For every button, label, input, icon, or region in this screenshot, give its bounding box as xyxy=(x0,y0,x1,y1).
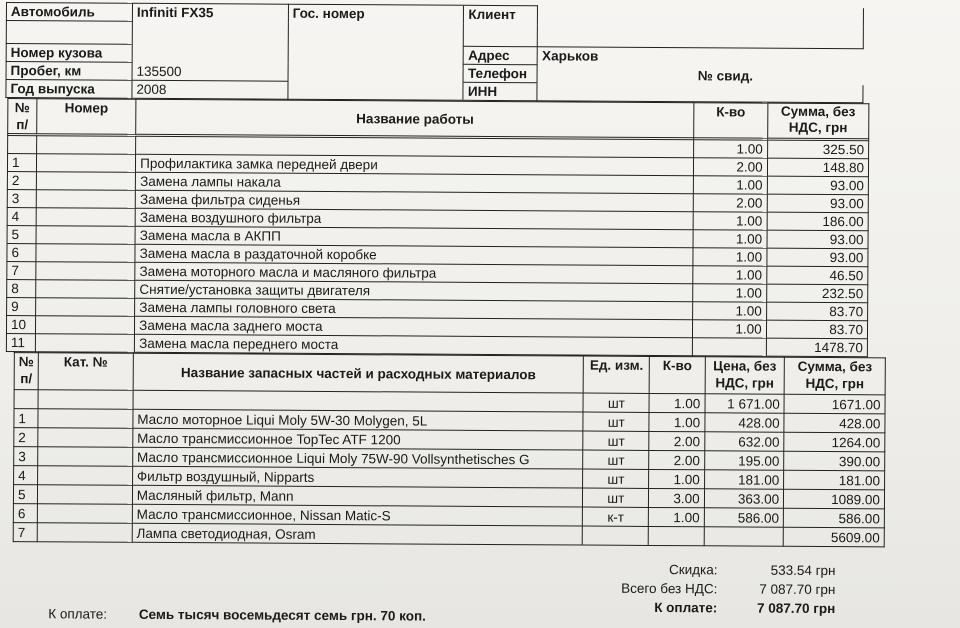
works-row-sum: 232.50 xyxy=(766,284,867,303)
total-topay-value: 7 087.70 грн xyxy=(756,600,836,617)
phone-label: Телефон xyxy=(463,64,537,82)
works-row-name: Замена лампы накала xyxy=(136,172,694,193)
total-topay-label: К оплате: xyxy=(654,599,718,616)
works-row-name: Замена масла в АКПП xyxy=(135,226,693,247)
empty-cell xyxy=(288,63,464,82)
car-value: Infiniti FX35 xyxy=(132,3,288,45)
works-num-header: № п/ xyxy=(8,99,37,134)
body-number-label: Номер кузова xyxy=(6,44,132,63)
works-row-number xyxy=(35,316,134,335)
works-row-number xyxy=(36,280,135,299)
parts-row-qty: 3.00 xyxy=(649,488,705,507)
parts-row-unit: шт xyxy=(583,450,649,469)
parts-row-name: Масляный фильтр, Mann xyxy=(132,485,583,507)
works-row-sum: 93.00 xyxy=(767,194,868,213)
parts-qty-header: К-во xyxy=(649,356,705,393)
address-value: Харьков xyxy=(542,48,599,64)
works-row-number xyxy=(36,154,135,173)
parts-row-sum: 1089.00 xyxy=(784,489,885,509)
works-row-qty: 2.00 xyxy=(693,194,767,212)
works-row-sum: 46.50 xyxy=(766,266,867,285)
parts-row-unit xyxy=(583,526,649,545)
car-label: Автомобиль xyxy=(6,3,132,22)
parts-row-price: 363.00 xyxy=(704,489,784,508)
works-row-name: Замена масла переднего моста xyxy=(135,334,693,355)
works-row-qty: 1.00 xyxy=(693,302,767,320)
works-row-num: 3 xyxy=(7,190,36,208)
vehicle-header-table xyxy=(5,2,864,103)
parts-row-sum: 181.00 xyxy=(784,470,885,490)
parts-row-sum: 586.00 xyxy=(784,508,885,528)
works-row-sum: 93.00 xyxy=(767,176,868,195)
works-row-qty: 1.00 xyxy=(694,176,768,194)
parts-row-sum: 1264.00 xyxy=(784,432,885,452)
parts-row-cat xyxy=(38,409,133,429)
parts-row-cat xyxy=(38,466,133,486)
parts-row-price: 195.00 xyxy=(704,451,784,470)
works-sum-header: Сумма, без НДС, грн xyxy=(767,103,869,139)
works-row-num: 10 xyxy=(6,316,35,334)
works-name-header: Название работы xyxy=(136,99,694,137)
works-row-number xyxy=(36,226,135,245)
parts-row-qty: 2.00 xyxy=(649,431,705,450)
year-label: Год выпуска xyxy=(6,80,132,99)
works-row-num: 9 xyxy=(7,298,36,316)
parts-row-name: Масло трансмиссионное TopTec ATF 1200 xyxy=(133,428,584,450)
parts-row-cat xyxy=(38,390,133,410)
parts-row-price: 428.00 xyxy=(705,413,785,432)
works-row-number xyxy=(36,172,135,191)
parts-row-name: Масло трансмиссионное Liqui Moly 75W-90 Vollsynthetisches G xyxy=(132,447,583,469)
works-row-qty: 1.00 xyxy=(693,266,767,284)
works-row-sum: 186.00 xyxy=(767,212,868,231)
works-row-sum: 1478.70 xyxy=(766,338,867,357)
parts-row-num: 5 xyxy=(13,485,37,504)
parts-row-unit: шт xyxy=(583,431,649,450)
parts-row-name: Лампа светодиодная, Osram xyxy=(132,523,583,545)
parts-row-sum: 1671.00 xyxy=(784,394,885,414)
parts-row-unit: шт xyxy=(583,488,649,507)
works-row-name: Замена масла заднего моста xyxy=(135,316,693,337)
works-row-num: 8 xyxy=(7,280,36,298)
works-row-number xyxy=(36,190,135,209)
car-label-spacer xyxy=(6,21,132,45)
parts-row-unit: к-т xyxy=(583,507,649,526)
parts-row-sum: 390.00 xyxy=(784,451,885,471)
total-novat-label: Всего без НДС: xyxy=(621,580,718,597)
works-row-qty xyxy=(693,338,767,356)
certificate-label: № свид. xyxy=(697,67,754,84)
mileage-label: Пробег, км xyxy=(6,62,132,81)
works-row-sum: 93.00 xyxy=(767,230,868,249)
parts-sum-header: Сумма, без НДС, грн xyxy=(784,357,885,395)
parts-row-qty: 1.00 xyxy=(649,393,705,412)
works-row-num: 4 xyxy=(7,208,36,226)
parts-row-cat xyxy=(37,485,132,505)
works-row-num: 1 xyxy=(7,154,36,172)
parts-row-num xyxy=(14,390,38,409)
parts-row-cat xyxy=(37,523,132,543)
works-number-header: Номер xyxy=(37,99,136,135)
mileage-value: 135500 xyxy=(132,62,288,81)
works-row-sum: 93.00 xyxy=(767,248,868,267)
total-novat-row xyxy=(605,581,835,601)
works-row-sum: 148.80 xyxy=(767,158,868,177)
works-row-number xyxy=(36,136,135,155)
works-row-sum: 83.70 xyxy=(766,320,867,339)
works-row-qty: 1.00 xyxy=(693,212,767,230)
invoice-paper xyxy=(0,2,904,628)
totals-block xyxy=(605,562,835,620)
works-row-num: 7 xyxy=(7,262,36,280)
parts-row-qty xyxy=(648,526,704,545)
works-row-qty: 1.00 xyxy=(693,284,767,302)
parts-row-cat xyxy=(38,447,133,467)
works-row-name: Замена воздушного фильтра xyxy=(135,208,693,229)
works-row-num: 2 xyxy=(7,172,36,190)
parts-num-header: № п/ xyxy=(14,353,38,390)
parts-row xyxy=(13,523,884,547)
empty-cell xyxy=(288,81,464,100)
inn-label: ИНН xyxy=(463,82,537,100)
parts-row-cat xyxy=(38,428,133,448)
parts-row-sum: 5609.00 xyxy=(783,527,884,547)
parts-row-price: 632.00 xyxy=(705,432,785,451)
works-row-qty: 1.00 xyxy=(693,248,767,266)
works-row-qty: 1.00 xyxy=(694,140,768,158)
payment-label: К оплате: xyxy=(48,606,108,622)
discount-row xyxy=(605,562,835,582)
parts-row-price: 1 671.00 xyxy=(705,394,785,413)
parts-row-unit: шт xyxy=(583,393,649,412)
parts-row-num: 7 xyxy=(13,523,37,542)
client-value xyxy=(538,6,864,49)
parts-row-price: 586.00 xyxy=(704,508,784,527)
parts-row-price xyxy=(704,527,784,546)
parts-row-cat xyxy=(37,504,132,524)
plate-label: Гос. номер xyxy=(288,4,464,46)
parts-name-header: Название запасных частей и расходных материалов xyxy=(133,353,584,393)
works-row-name: Замена лампы головного света xyxy=(135,298,693,319)
parts-cat-header: Кат. № xyxy=(38,353,133,391)
parts-row-num: 3 xyxy=(14,447,38,466)
parts-row-unit: шт xyxy=(583,412,649,431)
works-row-name: Замена масла в раздаточной коробке xyxy=(135,244,693,265)
works-row-num: 5 xyxy=(7,226,36,244)
parts-row-qty: 1.00 xyxy=(649,469,705,488)
works-row-sum: 83.70 xyxy=(766,302,867,321)
parts-row-num: 4 xyxy=(14,466,38,485)
total-topay-row xyxy=(605,600,835,620)
works-row-name: Профилактика замка передней двери xyxy=(136,154,694,175)
inn-value xyxy=(537,83,863,103)
payment-line xyxy=(48,606,426,623)
parts-row-qty: 1.00 xyxy=(649,412,705,431)
works-row-qty: 1.00 xyxy=(693,230,767,248)
empty-cell xyxy=(288,45,464,64)
parts-row-name: Фильтр воздушный, Nipparts xyxy=(132,466,583,488)
year-value: 2008 xyxy=(132,80,288,99)
parts-row-price: 181.00 xyxy=(704,470,784,489)
parts-row-qty: 1.00 xyxy=(649,507,705,526)
body-number-value xyxy=(132,44,288,63)
parts-row-num: 6 xyxy=(13,504,37,523)
parts-table xyxy=(13,352,886,547)
parts-row-num: 1 xyxy=(14,409,38,428)
works-row-num: 11 xyxy=(6,334,35,352)
works-table xyxy=(6,98,870,357)
works-row-num: 6 xyxy=(7,244,36,262)
works-row-name: Замена моторного масла и масляного фильтра xyxy=(135,262,693,283)
client-label: Клиент xyxy=(464,5,538,46)
works-qty-header: К-во xyxy=(694,103,768,138)
address-label: Адрес xyxy=(464,46,538,64)
parts-row-name: Масло моторное Liqui Moly 5W-30 Molygen, 5L xyxy=(133,409,584,431)
parts-price-header: Цена, без НДС, грн xyxy=(705,357,785,394)
works-row-qty: 2.00 xyxy=(694,158,768,176)
parts-unit-header: Ед. изм. xyxy=(583,356,649,393)
payment-amount-words: Семь тысяч восемьдесят семь грн. 70 коп. xyxy=(138,606,426,624)
parts-row-unit: шт xyxy=(583,469,649,488)
discount-value: 533.54 грн xyxy=(770,562,836,579)
parts-row-name: Масло трансмиссионное, Nissan Matic-S xyxy=(132,504,583,526)
works-row-number xyxy=(36,208,135,227)
works-row-num xyxy=(8,136,37,154)
works-row-sum: 325.50 xyxy=(767,140,868,159)
parts-row-num: 2 xyxy=(14,428,38,447)
parts-row-sum: 428.00 xyxy=(784,413,885,433)
parts-row-qty: 2.00 xyxy=(649,450,705,469)
works-row-name: Снятие/установка защиты двигателя xyxy=(135,280,693,301)
discount-label: Скидка: xyxy=(668,562,718,578)
works-row-number xyxy=(36,262,135,281)
works-row-number xyxy=(36,244,135,263)
works-row-number xyxy=(35,334,134,353)
works-row-name: Замена фильтра сиденья xyxy=(135,190,693,211)
works-row-qty: 1.00 xyxy=(693,320,767,338)
total-novat-value: 7 087.70 грн xyxy=(759,581,836,598)
works-row-number xyxy=(36,298,135,317)
